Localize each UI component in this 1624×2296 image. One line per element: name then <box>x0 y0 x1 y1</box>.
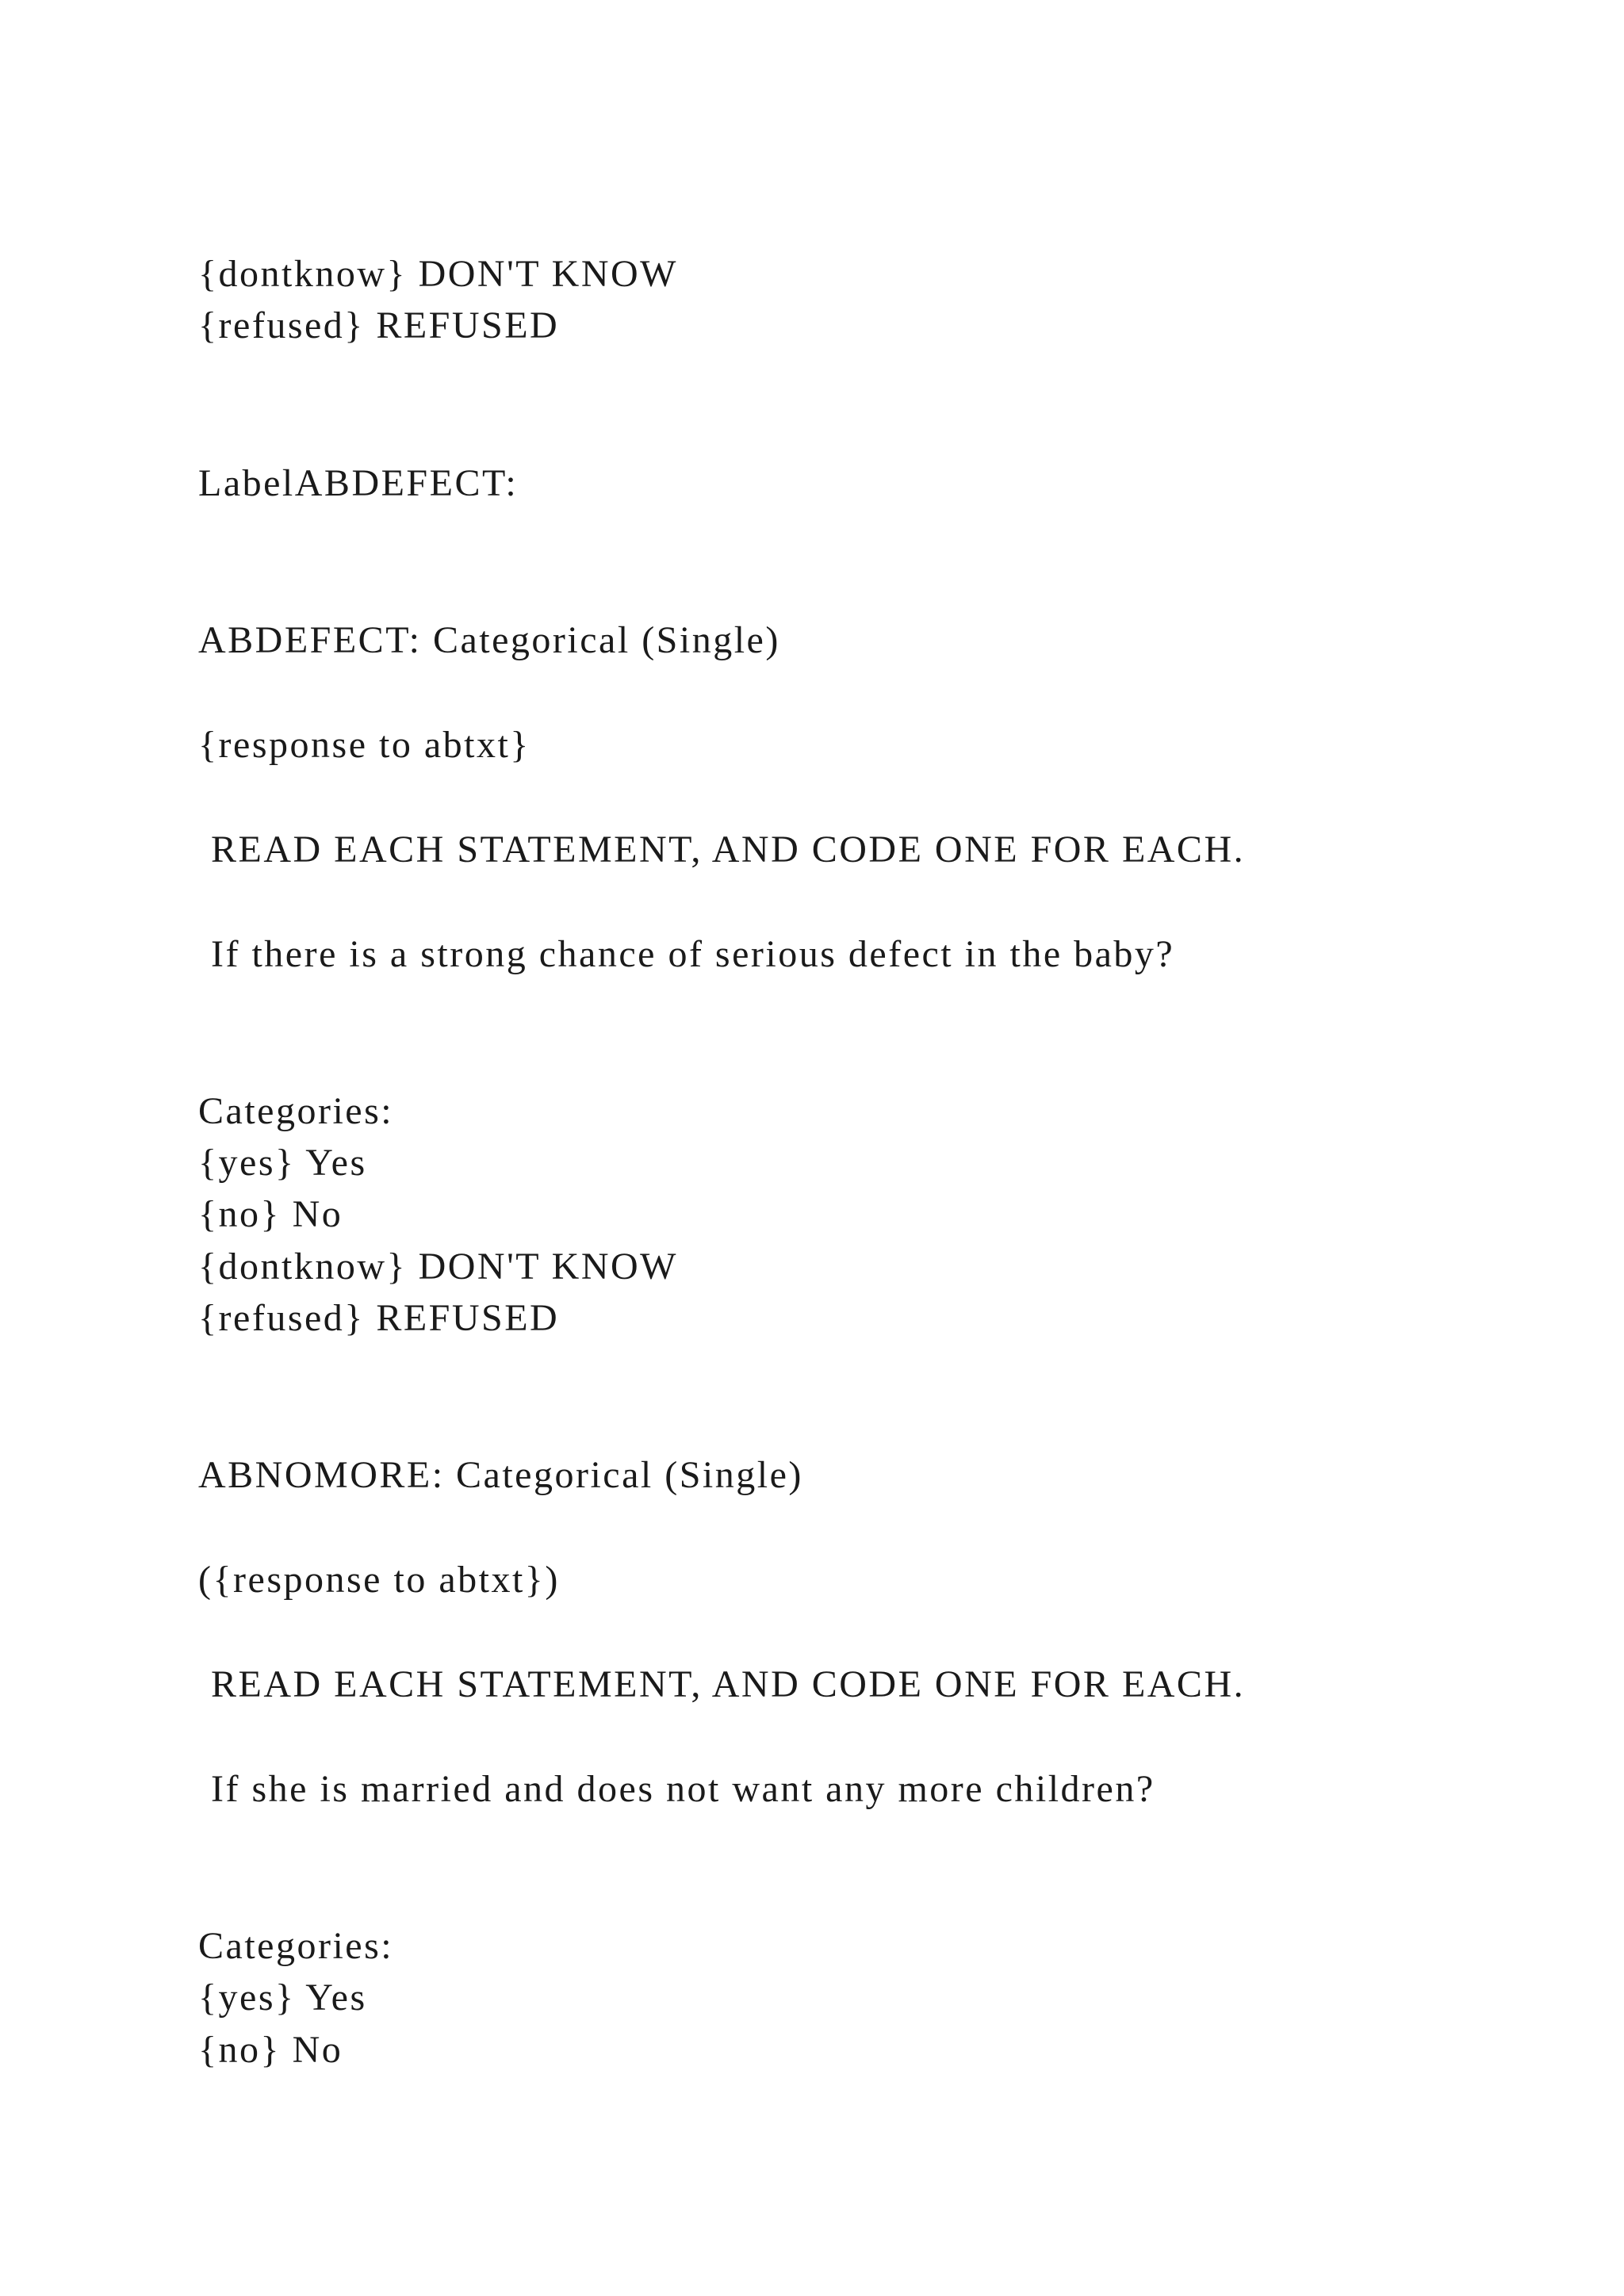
abdefect-question: If there is a strong chance of serious defect in the baby? <box>211 933 1175 975</box>
abnomore-categories-label: Categories: <box>198 1925 394 1967</box>
abdefect-response: {response to abtxt} <box>198 724 530 766</box>
abdefect-category-yes: {yes} Yes <box>198 1142 367 1184</box>
abnomore-category-yes: {yes} Yes <box>198 1976 367 2019</box>
abdefect-title: ABDEFECT: Categorical (Single) <box>198 619 780 661</box>
abnomore-title: ABNOMORE: Categorical (Single) <box>198 1454 803 1496</box>
abdefect-instruction: READ EACH STATEMENT, AND CODE ONE FOR EACH. <box>211 828 1246 871</box>
abnomore-response: ({response to abtxt}) <box>198 1559 560 1601</box>
abdefect-category-no: {no} No <box>198 1193 343 1235</box>
abnomore-question: If she is married and does not want any more children? <box>211 1768 1155 1810</box>
category-refused: {refused} REFUSED <box>198 304 560 346</box>
label-heading: LabelABDEFECT: <box>198 462 519 504</box>
category-dontknow: {dontknow} DON'T KNOW <box>198 253 678 295</box>
abdefect-category-refused: {refused} REFUSED <box>198 1297 560 1339</box>
abnomore-instruction: READ EACH STATEMENT, AND CODE ONE FOR EACH. <box>211 1663 1246 1705</box>
abdefect-categories-label: Categories: <box>198 1090 394 1132</box>
abdefect-category-dontknow: {dontknow} DON'T KNOW <box>198 1246 678 1288</box>
abnomore-category-no: {no} No <box>198 2029 343 2071</box>
